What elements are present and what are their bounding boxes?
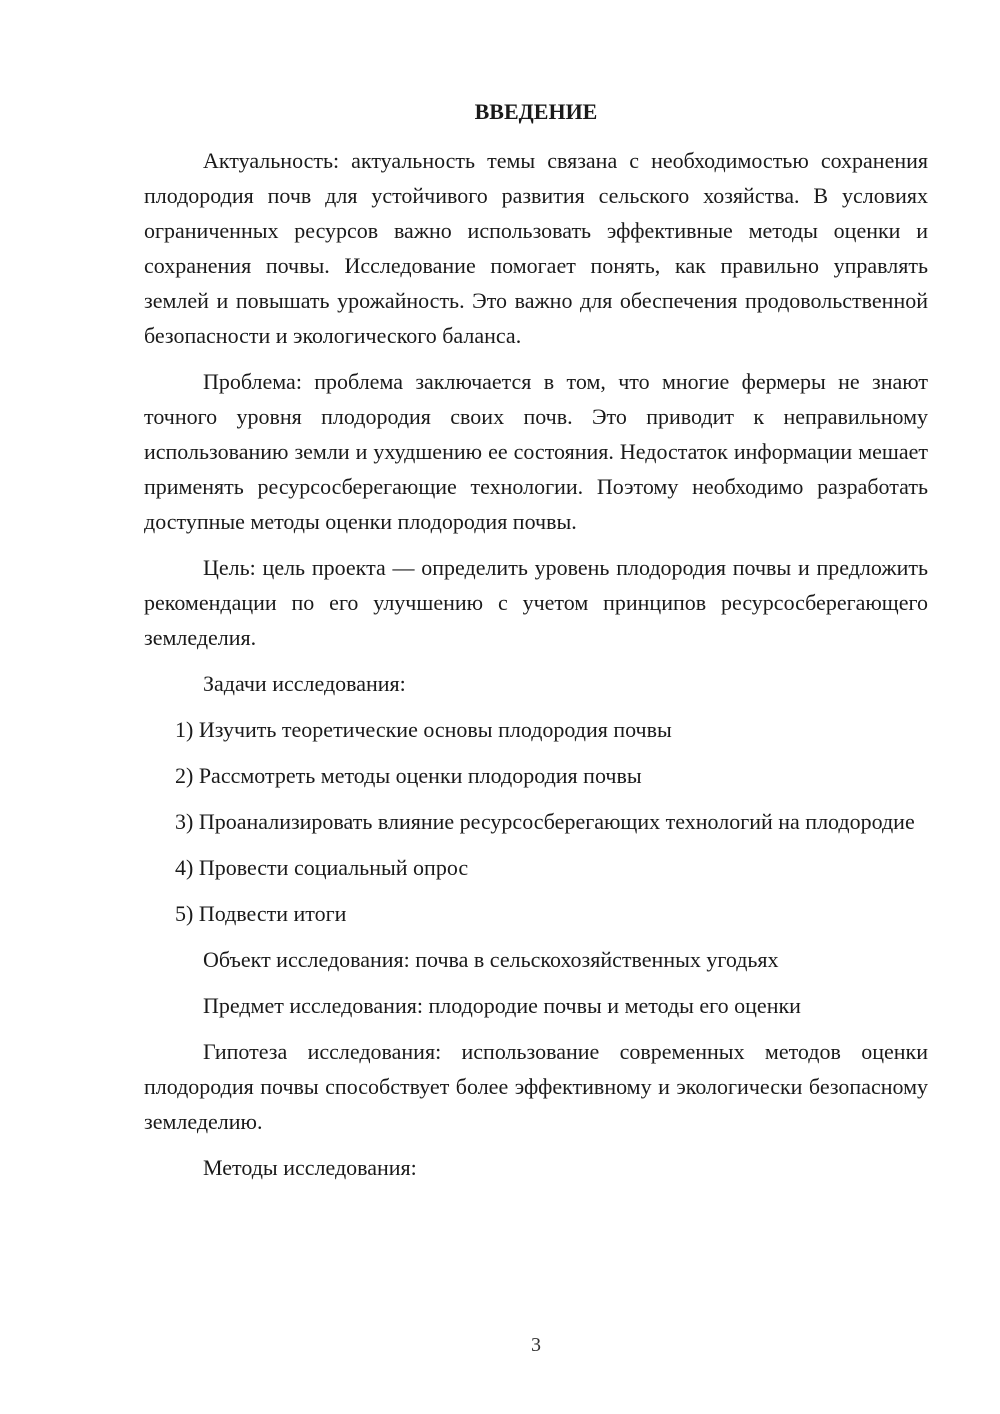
task-item: 4) Провести социальный опрос xyxy=(175,855,469,880)
paragraph-methods: Методы исследования: xyxy=(203,1155,417,1180)
paragraph-hypothesis: Гипотеза исследования: использование современных методов оценки плодородия почвы способствует более эффективному и экологически безопасному земледелию. xyxy=(144,1039,928,1134)
task-item: 5) Подвести итоги xyxy=(175,901,347,926)
tasks-heading: Задачи исследования: xyxy=(203,671,406,696)
task-item: 3) Проанализировать влияние ресурсосберегающих технологий на плодородие xyxy=(175,809,915,834)
paragraph-subject: Предмет исследования: плодородие почвы и методы его оценки xyxy=(203,993,801,1018)
page-number: 3 xyxy=(531,1334,541,1356)
paragraph-problem: Проблема: проблема заключается в том, что многие фермеры не знают точного уровня плодородия своих почв. Это приводит к неправильному использованию земли и ухудшению ее состояния. Недостаток информации мешает применять ресурсосберегающие технологии. Поэтому необходимо разработать доступные методы оценки плодородия почвы. xyxy=(144,369,928,534)
paragraph-relevance: Актуальность: актуальность темы связана с необходимостью сохранения плодородия почв для устойчивого развития сельского хозяйства. В условиях ограниченных ресурсов важно использовать эффективные методы оценки и сохранения почвы. Исследование помогает понять, как правильно управлять землей и повышать урожайность. Это важно для обеспечения продовольственной безопасности и экологического баланса. xyxy=(144,148,928,348)
task-item: 1) Изучить теоретические основы плодородия почвы xyxy=(175,717,672,742)
page-title: ВВЕДЕНИЕ xyxy=(474,99,598,124)
paragraph-goal: Цель: цель проекта — определить уровень плодородия почвы и предложить рекомендации по его улучшению с учетом принципов ресурсосберегающего земледелия. xyxy=(144,555,928,650)
document-body xyxy=(144,143,928,1196)
task-item: 2) Рассмотреть методы оценки плодородия почвы xyxy=(175,763,642,788)
paragraph-object: Объект исследования: почва в сельскохозяйственных угодьях xyxy=(203,947,779,972)
